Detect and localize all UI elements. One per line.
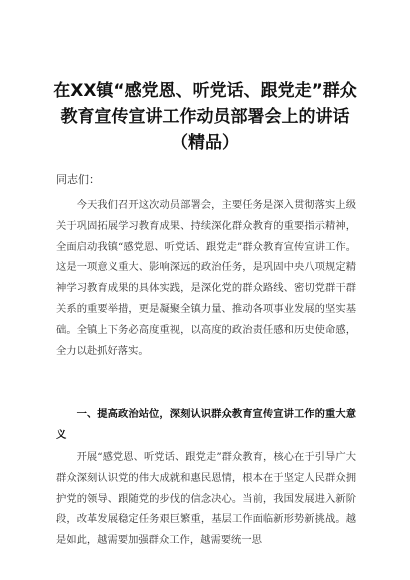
section-paragraph: 开展“感党恩、听党话、跟党走”群众教育，核心在于引导广大群众深刻认识党的伟大成就和惠民恩情，根本在于坚定人民群众拥护党的领导、跟随党的步伐的信念决心。当前，我国发展进入新阶段，改革发展稳定任务艰巨繁重，基层工作面临新形势新挑战。越是如此，越需要加强群众工作，越需要统一思 [56,451,356,547]
salutation: 同志们： [56,173,100,186]
document-title [40,78,370,156]
section-heading: 一、提高政治站位，深刻认识群众教育宣传宣讲工作的重大意义 [56,408,356,441]
title-line: 教育宣传宣讲工作动员部署会上的讲话 [60,107,350,127]
title-line: 在XX镇“感党恩、听党话、跟党走”群众 [53,81,357,101]
opening-paragraph: 今天我们召开这次动员部署会，主要任务是深入贯彻落实上级关于巩固拓展学习教育成果、持续深化群众教育的重要指示精神，全面启动我镇“感党恩、听党话、跟党走”群众教育宣传宣讲工作。这是一项意义重大、影响深远的政治任务，是巩固中央八项规定精神学习教育成果的具体实践，是深化党的群众路线、密切党群干群关系的重要举措，更是凝聚全镇力量、推动各项事业发展的坚实基础。全镇上下务必高度重视，以高度的政治责任感和历史使命感，全力以赴抓好落实。 [56,199,356,357]
title-line: （精品） [171,133,239,153]
